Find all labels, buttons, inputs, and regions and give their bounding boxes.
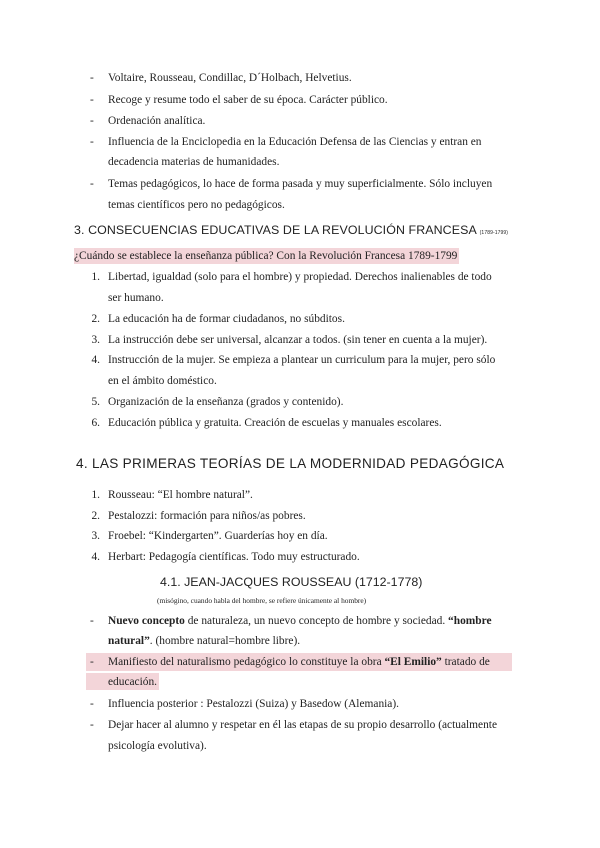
list-bullet: - (90, 178, 94, 190)
list-item-highlighted (108, 654, 490, 670)
list-number: 1. (91, 489, 100, 501)
list-item: Recoge y resume todo el saber de su época. Carácter público. (108, 94, 388, 106)
list-number: 1. (91, 271, 100, 283)
section-4-1-heading: 4.1. JEAN-JACQUES ROUSSEAU (1712-1778) (160, 575, 423, 589)
numbered-item: Libertad, igualdad (solo para el hombre) y propiedad. Derechos inalienables de todo (108, 271, 492, 283)
list-item-continuation: temas científicos pero no pedagógicos. (108, 199, 285, 211)
text-run: de naturaleza, un nuevo concepto de hombre y sociedad. (184, 615, 449, 627)
list-number: 6. (91, 417, 100, 429)
list-bullet: - (90, 115, 94, 127)
numbered-item: Herbart: Pedagogía científicas. Todo muy estructurado. (108, 551, 360, 563)
list-number: 5. (91, 396, 100, 408)
list-number: 3. (91, 530, 100, 542)
numbered-item: La instrucción debe ser universal, alcanzar a todos. (sin tener en cuenta a la mujer). (108, 334, 488, 346)
bold-term: “El Emilio” (384, 656, 442, 668)
list-item: Influencia de la Enciclopedia en la Educación Defensa de las Ciencias y entran en (108, 136, 482, 148)
section-3-question: ¿Cuándo se establece la enseñanza pública? Con la Revolución Francesa 1789-1799 (74, 250, 458, 262)
list-number: 2. (91, 510, 100, 522)
list-bullet: - (90, 698, 94, 710)
text-run: Manifiesto del naturalismo pedagógico lo constituye la obra (108, 656, 385, 668)
numbered-item: La educación ha de formar ciudadanos, no súbditos. (108, 313, 345, 325)
numbered-item: Organización de la enseñanza (grados y contenido). (108, 396, 344, 408)
section-3-title: 3. CONSECUENCIAS EDUCATIVAS DE LA REVOLUCIÓN FRANCESA (74, 223, 477, 237)
list-number: 4. (91, 354, 100, 366)
list-item-continuation: psicología evolutiva). (108, 740, 207, 752)
numbered-item: Educación pública y gratuita. Creación de escuelas y manuales escolares. (108, 417, 442, 429)
list-item: Temas pedagógicos, lo hace de forma pasada y muy superficialmente. Sólo incluyen (108, 178, 493, 190)
numbered-item: Froebel: “Kindergarten”. Guarderías hoy en día. (108, 530, 328, 542)
list-bullet: - (90, 136, 94, 148)
bold-term: natural” (108, 635, 150, 647)
text-run: . (hombre natural=hombre libre). (149, 635, 301, 647)
list-bullet: - (90, 656, 94, 668)
numbered-item: Instrucción de la mujer. Se empieza a plantear un curriculum para la mujer, pero sólo (108, 354, 496, 366)
section-4-1-note: (misógino, cuando habla del hombre, se refiere únicamente al hombre) (157, 596, 367, 605)
section-3-title-dates: (1789-1799) (479, 230, 509, 236)
numbered-item: Rousseau: “El hombre natural”. (108, 489, 253, 501)
list-item: Ordenación analítica. (108, 115, 206, 127)
list-item: Dejar hacer al alumno y respetar en él las etapas de su propio desarrollo (actualmente (108, 719, 498, 731)
bold-term: “hombre (448, 615, 492, 627)
section-3-heading (74, 222, 508, 241)
list-item (108, 613, 492, 629)
numbered-item: Pestalozzi: formación para niños/as pobres. (108, 510, 306, 522)
list-number: 2. (91, 313, 100, 325)
bold-term: Nuevo concepto (108, 615, 185, 627)
list-item: Voltaire, Rousseau, Condillac, D´Holbach, Helvetius. (108, 72, 352, 84)
list-number: 4. (91, 551, 100, 563)
list-item-continuation (108, 633, 300, 649)
list-item: Influencia posterior : Pestalozzi (Suiza) y Basedow (Alemania). (108, 698, 399, 710)
list-item-continuation: decadencia materias de humanidades. (108, 156, 280, 168)
list-item-continuation: educación. (108, 676, 158, 688)
numbered-item-continuation: en el ámbito doméstico. (108, 375, 217, 387)
list-bullet: - (90, 719, 94, 731)
list-bullet: - (90, 72, 94, 84)
section-4-heading: 4. LAS PRIMERAS TEORÍAS DE LA MODERNIDAD PEDAGÓGICA (76, 456, 505, 471)
numbered-item-continuation: ser humano. (108, 292, 164, 304)
list-number: 3. (91, 334, 100, 346)
list-bullet: - (90, 615, 94, 627)
list-bullet: - (90, 94, 94, 106)
text-run: tratado de (441, 656, 490, 668)
